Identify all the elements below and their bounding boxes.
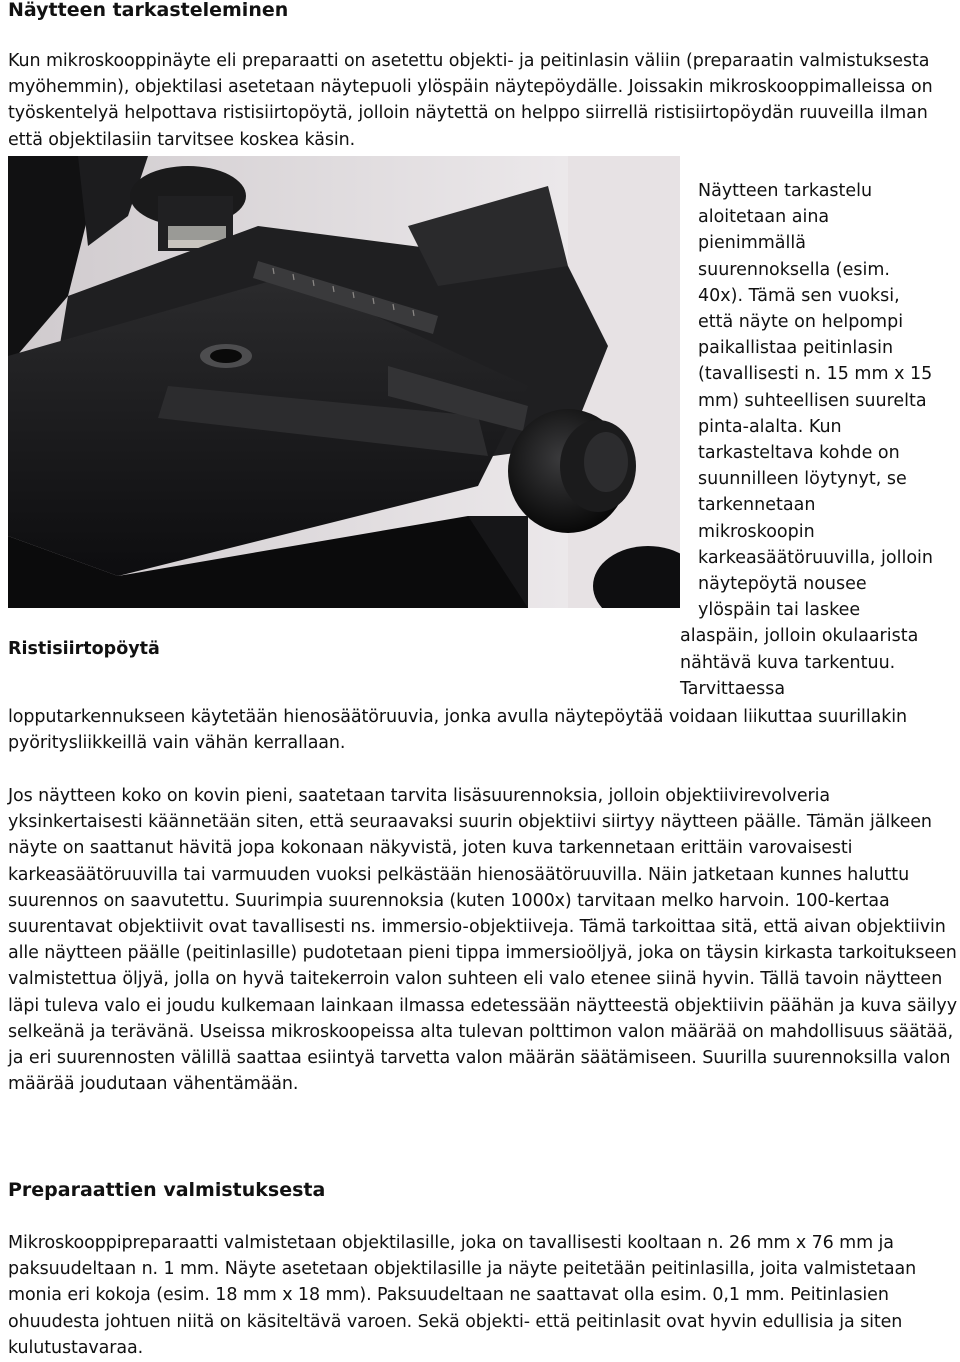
side-line: näytepöytä nousee [698,574,867,595]
side-line: (tavallisesti n. 15 mm x 15 [698,364,933,385]
side-line: Tarvittaessa [680,678,786,699]
section-title-preparation: Preparaattien valmistuksesta [8,1179,326,1201]
side-line: paikallistaa peitinlasin [698,338,894,359]
preparation-paragraph: Mikroskooppipreparaatti valmistetaan objektilasille, joka on tavallisesti kooltaan n. 26 mm x 76 mm ja paksuudeltaan n. 1 mm. Näyte asetetaan objektilasille ja näyte peitetään peitinlasilla, joita valmistetaan monia eri kokoja (esim. 18 mm x 18 mm). Paksuudeltaan ne saattavat olla esim. 0,1 mm. Peitinlasien ohuudesta johtuen niitä on käsiteltävä varoen. Sekä objekti- että peitinlasit ovat hyvin edullisia ja siten kulutustavaraa. [8,1233,917,1358]
side-line: aloitetaan aina [698,207,830,228]
side-column-text [680,178,958,702]
side-line: suurennoksella (esim. [698,259,890,280]
side-line: tarkasteltava kohde on [698,443,900,464]
side-line: 40x). Tämä sen vuoksi, [698,285,900,306]
section-title-viewing: Näytteen tarkasteleminen [8,0,289,21]
side-line: suunnilleen löytynyt, se [698,469,907,490]
side-line: että näyte on helpompi [698,312,904,333]
side-line: tarkennetaan [698,495,816,516]
microscope-photo-illustration [8,156,680,608]
image-caption: Ristisiirtopöytä [8,639,160,659]
microscope-stage-photo [8,156,680,608]
side-line: pienimmällä [698,233,806,254]
side-line: Näytteen tarkastelu [698,181,873,201]
side-line: mm) suhteellisen suurelta [698,390,927,411]
side-line: mikroskoopin [698,521,815,542]
side-line: karkeasäätöruuvilla, jolloin [698,547,934,568]
side-line: alaspäin, jolloin okulaarista [680,626,919,647]
side-line: nähtävä kuva tarkentuu. [680,652,896,673]
side-line: pinta-alalta. Kun [698,416,842,437]
intro-paragraph: Kun mikroskooppinäyte eli preparaatti on asetettu objekti- ja peitinlasin väliin (preparaatin valmistuksesta myöhemmin), objektilasi asetetaan näytepuoli ylöspäin näytepöydälle. Joissakin mikroskooppimalleissa on työskentelyä helpottava ristisiirtopöytä, jolloin näytettä on helppo siirrellä ristisiirtopöydän ruuveilla ilman että objektilasiin tarvitsee koskea käsin. [8,51,933,150]
continuation-paragraph: lopputarkennukseen käytetään hienosäätöruuvia, jonka avulla näytepöytää voidaan liikuttaa suurillakin pyöritysliikkeillä vain vähän kerrallaan. [8,707,907,754]
magnification-paragraph: Jos näytteen koko on kovin pieni, saatetaan tarvita lisäsuurennoksia, jolloin objektiivirevolveria yksinkertaisesti käännetään siten, että seuraavaksi suurin objektiivi siirtyy näytteen päälle. Tämän jälkeen näyte on saattanut hävitä jopa kokonaan näkyvistä, joten kuva tarkennetaan erittäin varovaisesti karkeasäätöruuvilla tai varmuuden vuoksi pelkästään hienosäätöruuvilla. Näin jatketaan kunnes haluttu suurennos on saavutettu. Suurimpia suurennoksia (kuten 1000x) tarvitaan melko harvoin. 100-kertaa suurentavat objektiivit ovat tavallisesti ns. immersio-objektiiveja. Tämä tarkoittaa sitä, että aivan objektiivin alle näytteen päälle (peitinlasille) pudotetaan pieni tippa immersioöljyä, joka on täysin kirkasta tarkoitukseen valmistettua öljyä, jolla on hyvä taitekerroin valon suhteen eli valo etenee siinä hyvin. Tällä tavoin näytteen läpi tuleva valo ei joudu kulkemaan lainkaan ilmassa edetessään näytteestä objektiivin päähän ja kuva säilyy selkeänä ja terävänä. Useissa mikroskoopeissa alta tulevan polttimon valon määrää on mahdollisuus säätää, ja eri suurennosten välillä saattaa esiintyä tarvetta valon määrän säätämiseen. Suurilla suurennoksilla valon määrää joudutaan vähentämään. [8,786,957,1095]
side-line: ylöspäin tai laskee [698,600,861,621]
